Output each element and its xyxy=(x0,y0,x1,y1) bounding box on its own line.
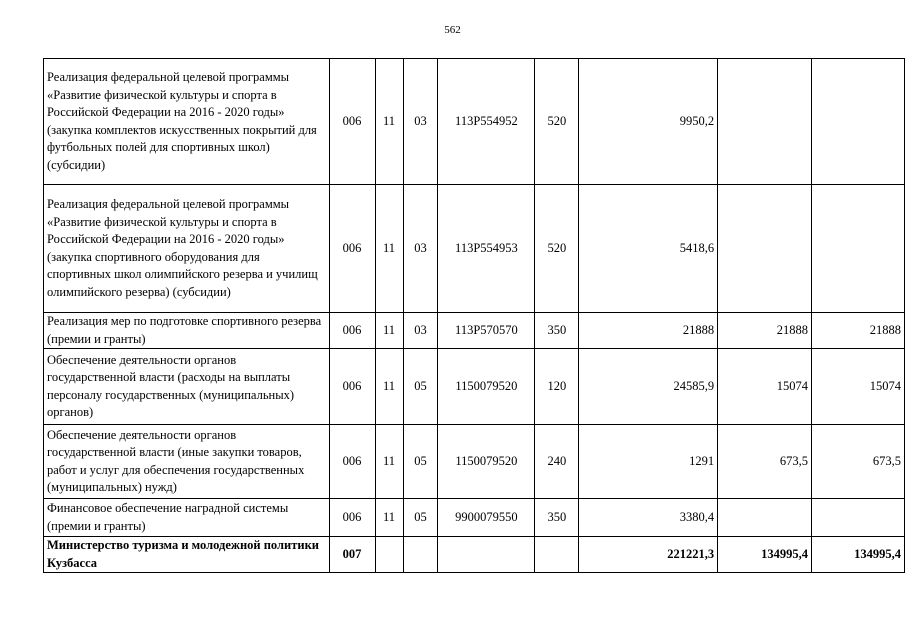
subsection-code: 03 xyxy=(403,59,438,185)
subsection-code xyxy=(403,537,438,573)
expense-type: 350 xyxy=(535,499,579,537)
ministry-code: 006 xyxy=(329,59,375,185)
table-row xyxy=(44,425,905,499)
sum-year-3: 15074 xyxy=(812,349,905,425)
sum-year-3 xyxy=(812,185,905,313)
budget-table xyxy=(43,58,905,573)
row-name: Обеспечение деятельности органов государственной власти (расходы на выплаты персоналу государственных (муниципальных) органов) xyxy=(44,349,330,425)
sum-year-1: 1291 xyxy=(579,425,718,499)
target-article: 113Р554953 xyxy=(438,185,535,313)
subsection-code: 03 xyxy=(403,185,438,313)
expense-type xyxy=(535,537,579,573)
ministry-code: 006 xyxy=(329,499,375,537)
ministry-code: 006 xyxy=(329,425,375,499)
sum-year-2 xyxy=(718,185,812,313)
sum-year-1: 221221,3 xyxy=(579,537,718,573)
section-code: 11 xyxy=(375,499,403,537)
sum-year-1: 21888 xyxy=(579,313,718,349)
table-row xyxy=(44,59,905,185)
table-row-ministry-total xyxy=(44,537,905,573)
sum-year-2: 15074 xyxy=(718,349,812,425)
table-row xyxy=(44,185,905,313)
target-article: 1150079520 xyxy=(438,349,535,425)
section-code: 11 xyxy=(375,59,403,185)
section-code xyxy=(375,537,403,573)
sum-year-2: 134995,4 xyxy=(718,537,812,573)
sum-year-3: 673,5 xyxy=(812,425,905,499)
section-code: 11 xyxy=(375,313,403,349)
sum-year-1: 24585,9 xyxy=(579,349,718,425)
row-name: Реализация федеральной целевой программы «Развитие физической культуры и спорта в Российской Федерации на 2016 - 2020 годы» (закупка спортивного оборудования для спортивных школ олимпийского резерва и училищ олимпийского резерва) (субсидии) xyxy=(44,185,330,313)
ministry-code: 006 xyxy=(329,185,375,313)
subsection-code: 05 xyxy=(403,349,438,425)
row-name: Обеспечение деятельности органов государственной власти (иные закупки товаров, работ и услуг для обеспечения государственных (муниципальных) нужд) xyxy=(44,425,330,499)
subsection-code: 05 xyxy=(403,499,438,537)
sum-year-2: 21888 xyxy=(718,313,812,349)
sum-year-3: 21888 xyxy=(812,313,905,349)
expense-type: 520 xyxy=(535,185,579,313)
table-row xyxy=(44,349,905,425)
target-article: 9900079550 xyxy=(438,499,535,537)
section-code: 11 xyxy=(375,425,403,499)
target-article: 1150079520 xyxy=(438,425,535,499)
sum-year-2 xyxy=(718,59,812,185)
row-name: Реализация мер по подготовке спортивного резерва (премии и гранты) xyxy=(44,313,330,349)
sum-year-2 xyxy=(718,499,812,537)
ministry-code: 006 xyxy=(329,313,375,349)
sum-year-1: 3380,4 xyxy=(579,499,718,537)
sum-year-3 xyxy=(812,499,905,537)
section-code: 11 xyxy=(375,185,403,313)
expense-type: 520 xyxy=(535,59,579,185)
sum-year-3 xyxy=(812,59,905,185)
subsection-code: 03 xyxy=(403,313,438,349)
row-name: Финансовое обеспечение наградной системы (премии и гранты) xyxy=(44,499,330,537)
table-row xyxy=(44,499,905,537)
target-article: 113Р570570 xyxy=(438,313,535,349)
table-row xyxy=(44,313,905,349)
sum-year-2: 673,5 xyxy=(718,425,812,499)
target-article xyxy=(438,537,535,573)
sum-year-1: 9950,2 xyxy=(579,59,718,185)
ministry-code: 007 xyxy=(329,537,375,573)
ministry-code: 006 xyxy=(329,349,375,425)
target-article: 113Р554952 xyxy=(438,59,535,185)
page-number: 562 xyxy=(444,24,461,36)
sum-year-1: 5418,6 xyxy=(579,185,718,313)
sum-year-3: 134995,4 xyxy=(812,537,905,573)
expense-type: 240 xyxy=(535,425,579,499)
row-name: Министерство туризма и молодежной политики Кузбасса xyxy=(44,537,330,573)
expense-type: 120 xyxy=(535,349,579,425)
row-name: Реализация федеральной целевой программы «Развитие физической культуры и спорта в Российской Федерации на 2016 - 2020 годы» (закупка комплектов искусственных покрытий для футбольных полей для спортивных школ) (субсидии) xyxy=(44,59,330,185)
section-code: 11 xyxy=(375,349,403,425)
subsection-code: 05 xyxy=(403,425,438,499)
expense-type: 350 xyxy=(535,313,579,349)
